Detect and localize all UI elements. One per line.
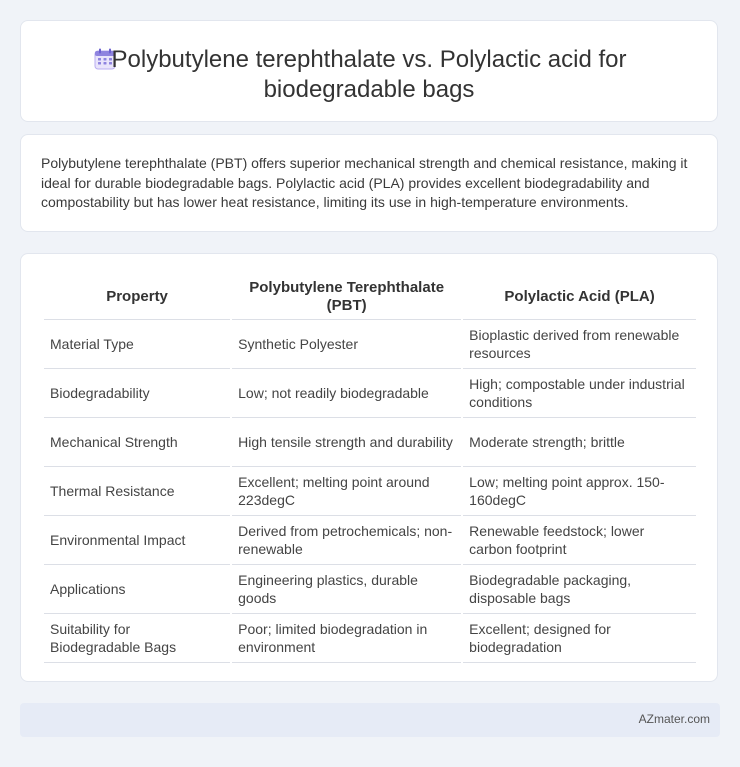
property-cell: Environmental Impact [44, 516, 230, 565]
pbt-cell: Synthetic Polyester [232, 320, 461, 369]
pla-cell: Bioplastic derived from renewable resources [463, 320, 696, 369]
property-cell: Biodegradability [44, 369, 230, 418]
pla-cell: Moderate strength; brittle [463, 418, 696, 467]
comparison-card [20, 253, 718, 682]
table-row [44, 369, 696, 418]
pbt-cell: Poor; limited biodegradation in environment [232, 614, 461, 663]
header-property: Property [44, 274, 230, 320]
pbt-cell: Engineering plastics, durable goods [232, 565, 461, 614]
header-pbt: Polybutylene Terephthalate (PBT) [232, 274, 461, 320]
pla-cell: Renewable feedstock; lower carbon footprint [463, 516, 696, 565]
table-row [44, 320, 696, 369]
property-cell: Mechanical Strength [44, 418, 230, 467]
page-title: Polybutylene terephthalate vs. Polylactic acid for biodegradable bags [111, 46, 627, 103]
pbt-cell: High tensile strength and durability [232, 418, 461, 467]
table-row [44, 467, 696, 516]
table-row [44, 418, 696, 467]
pla-cell: High; compostable under industrial conditions [463, 369, 696, 418]
pla-cell: Low; melting point approx. 150-160degC [463, 467, 696, 516]
pbt-cell: Excellent; melting point around 223degC [232, 467, 461, 516]
pbt-cell: Low; not readily biodegradable [232, 369, 461, 418]
summary-text: Polybutylene terephthalate (PBT) offers superior mechanical strength and chemical resistance, making it ideal for durable biodegradable bags. Polylactic acid (PLA) provides excellent biodegradability and compostability but has lower heat resistance, limiting its use in high-temperature environments. [41, 155, 688, 210]
property-cell: Applications [44, 565, 230, 614]
pbt-cell: Derived from petrochemicals; non-renewable [232, 516, 461, 565]
property-cell: Material Type [44, 320, 230, 369]
pla-cell: Excellent; designed for biodegradation [463, 614, 696, 663]
footer-brand: AZmater.com [638, 712, 710, 726]
summary-card [20, 134, 718, 232]
header-pla: Polylactic Acid (PLA) [463, 274, 696, 320]
property-cell: Suitability for Biodegradable Bags [44, 614, 230, 663]
table-row [44, 565, 696, 614]
table-header-row [44, 274, 696, 320]
title-card [20, 20, 718, 122]
footer-bar [20, 703, 720, 737]
table-row [44, 614, 696, 663]
table-row [44, 516, 696, 565]
property-cell: Thermal Resistance [44, 467, 230, 516]
pla-cell: Biodegradable packaging, disposable bags [463, 565, 696, 614]
comparison-table [42, 274, 698, 663]
